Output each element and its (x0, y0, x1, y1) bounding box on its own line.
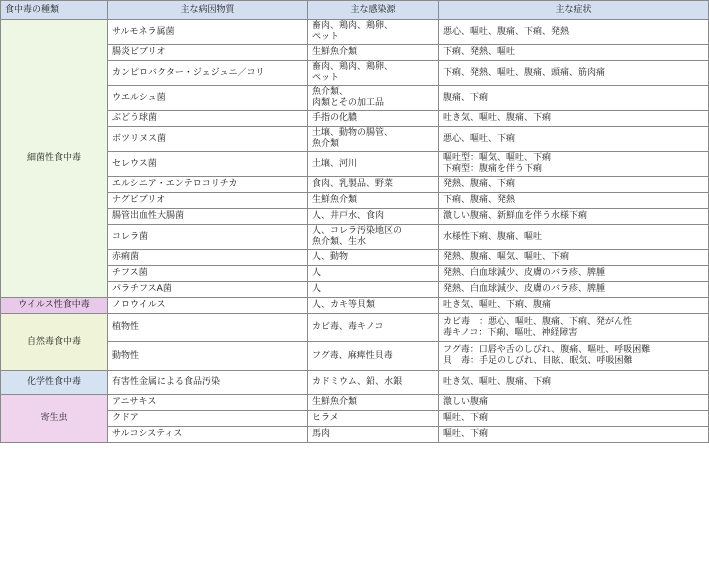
source-cell: カドミウム、鉛、水銀 (308, 371, 439, 395)
symptoms-cell: 激しい腹痛、新鮮血を伴う水様下痢 (439, 209, 709, 225)
table-row (1, 225, 709, 250)
symptoms-cell: 発熱、白血球減少、皮膚のバラ疹、脾腫 (439, 282, 709, 298)
source-cell: 畜肉、鶏肉、鶏卵、 ペット (308, 20, 439, 45)
source-cell: 人、カキ等貝類 (308, 298, 439, 314)
category-cell: 自然毒食中毒 (1, 314, 108, 371)
category-cell: 細菌性食中毒 (1, 20, 108, 298)
agent-cell: サルコシスティス (108, 427, 308, 443)
agent-cell: 動物性 (108, 342, 308, 371)
source-cell: 土壌、動物の腸管、 魚介類 (308, 127, 439, 152)
symptoms-cell: 発熱、腹痛、下痢 (439, 177, 709, 193)
agent-cell: 赤痢菌 (108, 250, 308, 266)
source-cell: 魚介類、 肉類とその加工品 (308, 86, 439, 111)
source-cell: 畜肉、鶏肉、鶏卵、 ペット (308, 61, 439, 86)
source-cell: 生鮮魚介類 (308, 45, 439, 61)
symptoms-cell: 下痢、発熱、嘔吐、腹痛、頭痛、筋肉痛 (439, 61, 709, 86)
source-cell: 馬肉 (308, 427, 439, 443)
agent-cell: ノロウイルス (108, 298, 308, 314)
table-row (1, 86, 709, 111)
symptoms-cell: 嘔吐、下痢 (439, 427, 709, 443)
table-row (1, 342, 709, 371)
symptoms-cell: 下痢、腹痛、発熱 (439, 193, 709, 209)
symptoms-cell: 悪心、嘔吐、下痢 (439, 127, 709, 152)
symptoms-cell: 悪心、嘔吐、腹痛、下痢、発熱 (439, 20, 709, 45)
agent-cell: ナグビブリオ (108, 193, 308, 209)
agent-cell: エルシニア・エンテロコリチカ (108, 177, 308, 193)
table-row (1, 177, 709, 193)
agent-cell: 有害性金属による食品汚染 (108, 371, 308, 395)
agent-cell: セレウス菌 (108, 152, 308, 177)
table-row (1, 411, 709, 427)
symptoms-cell: 吐き気、嘔吐、下痢、腹痛 (439, 298, 709, 314)
source-cell: 土壌、河川 (308, 152, 439, 177)
agent-cell: ぶどう球菌 (108, 111, 308, 127)
table-row (1, 250, 709, 266)
table-row (1, 298, 709, 314)
agent-cell: ボツリヌス菌 (108, 127, 308, 152)
agent-cell: チフス菌 (108, 266, 308, 282)
header-symptoms: 主な症状 (439, 1, 709, 20)
agent-cell: クドア (108, 411, 308, 427)
table-row (1, 193, 709, 209)
category-cell: 寄生虫 (1, 395, 108, 443)
header-source: 主な感染源 (308, 1, 439, 20)
source-cell: 生鮮魚介類 (308, 193, 439, 209)
symptoms-cell: 発熱、白血球減少、皮膚のバラ疹、脾腫 (439, 266, 709, 282)
symptoms-cell: 下痢、発熱、嘔吐 (439, 45, 709, 61)
category-cell: ウイルス性食中毒 (1, 298, 108, 314)
agent-cell: アニサキス (108, 395, 308, 411)
agent-cell: カンピロバクター・ジェジュニ／コリ (108, 61, 308, 86)
symptoms-cell: フグ毒：口唇や舌のしびれ、腹痛、嘔吐、呼吸困難 貝 毒：手足のしびれ、目眩、眠気、呼吸困難 (439, 342, 709, 371)
source-cell: 手指の化膿 (308, 111, 439, 127)
source-cell: 生鮮魚介類 (308, 395, 439, 411)
agent-cell: 腸管出血性大腸菌 (108, 209, 308, 225)
header-agent: 主な病因物質 (108, 1, 308, 20)
symptoms-cell: 吐き気、嘔吐、腹痛、下痢 (439, 371, 709, 395)
category-cell: 化学性食中毒 (1, 371, 108, 395)
source-cell: カビ毒、毒キノコ (308, 314, 439, 342)
symptoms-cell: 嘔吐型：嘔気、嘔吐、下痢 下痢型：腹痛を伴う下痢 (439, 152, 709, 177)
symptoms-cell: 吐き気、嘔吐、腹痛、下痢 (439, 111, 709, 127)
symptoms-cell: カビ毒 ：悪心、嘔吐、腹痛、下痢、発がん性 毒キノコ：下痢、嘔吐、神経障害 (439, 314, 709, 342)
table-row (1, 61, 709, 86)
table-row (1, 152, 709, 177)
agent-cell: サルモネラ属菌 (108, 20, 308, 45)
table-row (1, 127, 709, 152)
source-cell: 人、井戸水、食肉 (308, 209, 439, 225)
table-row (1, 111, 709, 127)
agent-cell: 植物性 (108, 314, 308, 342)
header-type: 食中毒の種類 (1, 1, 108, 20)
agent-cell: パラチフスA菌 (108, 282, 308, 298)
table-body (1, 20, 709, 443)
source-cell: ヒラメ (308, 411, 439, 427)
symptoms-cell: 嘔吐、下痢 (439, 411, 709, 427)
table-row (1, 45, 709, 61)
table-row (1, 371, 709, 395)
source-cell: 食肉、乳製品、野菜 (308, 177, 439, 193)
agent-cell: コレラ菌 (108, 225, 308, 250)
symptoms-cell: 激しい腹痛 (439, 395, 709, 411)
symptoms-cell: 発熱、腹痛、嘔気、嘔吐、下痢 (439, 250, 709, 266)
source-cell: 人、コレラ汚染地区の 魚介類、生水 (308, 225, 439, 250)
header-row (1, 1, 709, 20)
table-row (1, 266, 709, 282)
agent-cell: ウエルシュ菌 (108, 86, 308, 111)
source-cell: フグ毒、麻痺性貝毒 (308, 342, 439, 371)
symptoms-cell: 水様性下痢、腹痛、嘔吐 (439, 225, 709, 250)
source-cell: 人 (308, 266, 439, 282)
symptoms-cell: 腹痛、下痢 (439, 86, 709, 111)
source-cell: 人 (308, 282, 439, 298)
table-row (1, 20, 709, 45)
source-cell: 人、動物 (308, 250, 439, 266)
table-row (1, 314, 709, 342)
table-row (1, 209, 709, 225)
table-row (1, 427, 709, 443)
agent-cell: 腸炎ビブリオ (108, 45, 308, 61)
table-row (1, 282, 709, 298)
table-row (1, 395, 709, 411)
